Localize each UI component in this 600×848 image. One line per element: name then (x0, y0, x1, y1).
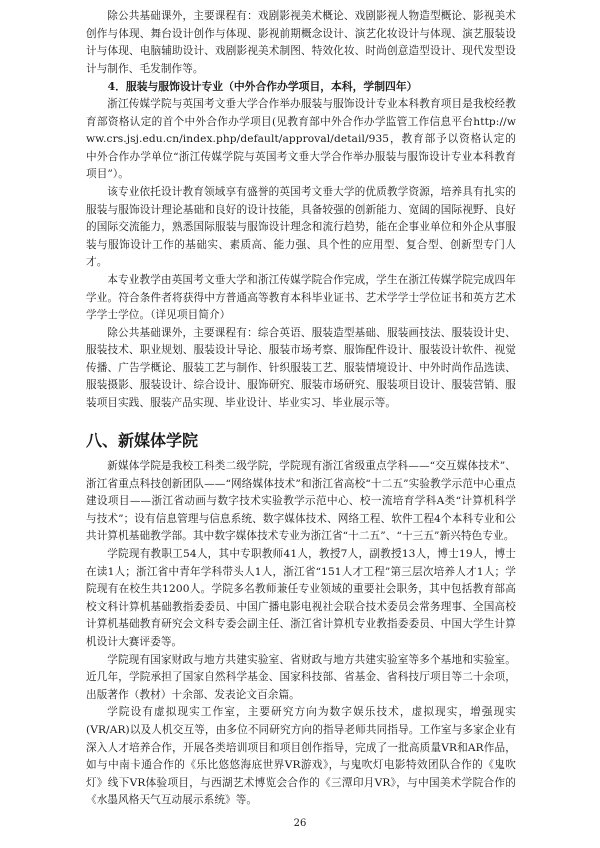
major4-degree-paragraph: 本专业教学由英国考文垂大学和浙江传媒学院合作完成，学生在浙江传媒学院完成四年学业。符合条件者将获得中方普通高等教育本科毕业证书、艺术学学士学位证书和英方艺术学学士学位。（详见项目简介） (86, 273, 516, 322)
section8-body (86, 458, 516, 810)
section8-staff-paragraph: 学院现有教职工54人，其中专职教师41人，教授7人，副教授13人，博士19人，博士在读1人；浙江省中青年学科带头人1人，浙江省“151人才工程”第三层次培养人才1人；学院现有在校生共1200人。学院多名教师兼任专业领域的重要社会职务，其中包括教育部高校文科计算机基础教指委委员、中国广播电影电视社会联合技术委员会常务理事、全国高校计算机基础教育研究会文科专委会副主任、浙江省计算机专业教指委委员、中国大学生计算机设计大赛评委等。 (86, 547, 516, 648)
major4-intro-paragraph: 浙江传媒学院与英国考文垂大学合作举办服装与服饰设计专业本科教育项目是我校经教育部资格认定的首个中外合作办学项目(见教育部中外合作办学监管工作信息平台http://www.crs.jsj.edu.cn/index.php/default/approval/detail/935，教育部予以资格认定的中外合作办学单位“浙江传媒学院与英国考文垂大学合作举办服装与服饰设计专业本科教育项目”）。 (86, 97, 516, 181)
section8-labs-paragraph: 学院现有国家财政与地方共建实验室、省财政与地方共建实验室等多个基地和实验室。近几年，学院承担了国家自然科学基金、国家科技部、省基金、省科技厅项目等二十余项，出版著作（教材）十余部、发表论文百余篇。 (86, 653, 516, 701)
major4-goal-paragraph: 该专业依托设计教育领域享有盛誉的英国考文垂大学的优质教学资源，培养具有扎实的服装与服饰设计理论基础和良好的设计技能，具备较强的创新能力、宽阔的国际视野、良好的国际交流能力，熟悉国际服装与服饰设计理念和流行趋势，能在企事业单位和外企从事服装与服饰设计工作的基础实、素质高、能力强、具个性的应用型、复合型、创新型专门人才。 (86, 185, 516, 269)
section8-title: 八、新媒体学院 (86, 431, 199, 450)
major4-courses-paragraph: 除公共基础课外，主要课程有：综合英语、服装造型基础、服装画技法、服装设计史、服装技术、职业规划、服装设计导论、服装市场考察、服饰配件设计、服装设计软件、视觉传播、广告学概论、服装工艺与制作、针织服装工艺、服装情境设计、中外时尚作品选读、服装摄影、服装设计、综合设计、服饰研究、服装市场研究、服装项目设计、服装营销、服装项目实践、服装产品实现、毕业设计、毕业实习、毕业展示等。 (86, 326, 516, 410)
section8-vr-paragraph: 学院设有虚拟现实工作室，主要研究方向为数字娱乐技术，虚拟现实，增强现实(VR/AR)以及人机交互等，由多位不同研究方向的指导老师共同指导。工作室与多家企业有深入人才培养合作，开展各类培训项目和项目创作指导，完成了一批高质量VR和AR作品，如与中南卡通合作的《乐比悠悠海底世界VR游戏》，与鬼吹灯电影特效团队合作的《鬼吹灯》线下VR体验项目，与西湖艺术博览会合作的《三潭印月VR》，与中国美术学院合作的《水墨风格天气互动展示系统》等。 (86, 706, 516, 807)
section7-courses-paragraph: 除公共基础课外，主要课程有：戏剧影视美术概论、戏剧影视人物造型概论、影视美术创作与体现、舞台设计创作与体现、影视前期概念设计、演艺化妆设计与体现、演艺服装设计与体现、电脑辅助设计、戏剧影视美术制图、特效化妆、时尚创意造型设计、现代发型设计与制作、毛发制作等。 (86, 10, 516, 75)
document-page (86, 8, 516, 413)
section8-intro-paragraph: 新媒体学院是我校工科类二级学院，学院现有浙江省级重点学科——“交互媒体技术”、浙江省重点科技创新团队——“网络媒体技术”和浙江省高校“十二五”实验教学示范中心重点建设项目——浙江省动画与数字技术实验教学示范中心、校一流培育学科A类“计算机科学与技术”；设有信息管理与信息系统、数字媒体技术、网络工程、软件工程4个本科专业和公共计算机基础教学部。其中数字媒体技术专业为浙江省“十二五”、“十三五”新兴特色专业。 (86, 460, 516, 543)
page-number: 26 (293, 818, 307, 829)
major4-heading: 4．服装与服饰设计专业（中外合作办学项目，本科，学制四年） (107, 80, 418, 94)
